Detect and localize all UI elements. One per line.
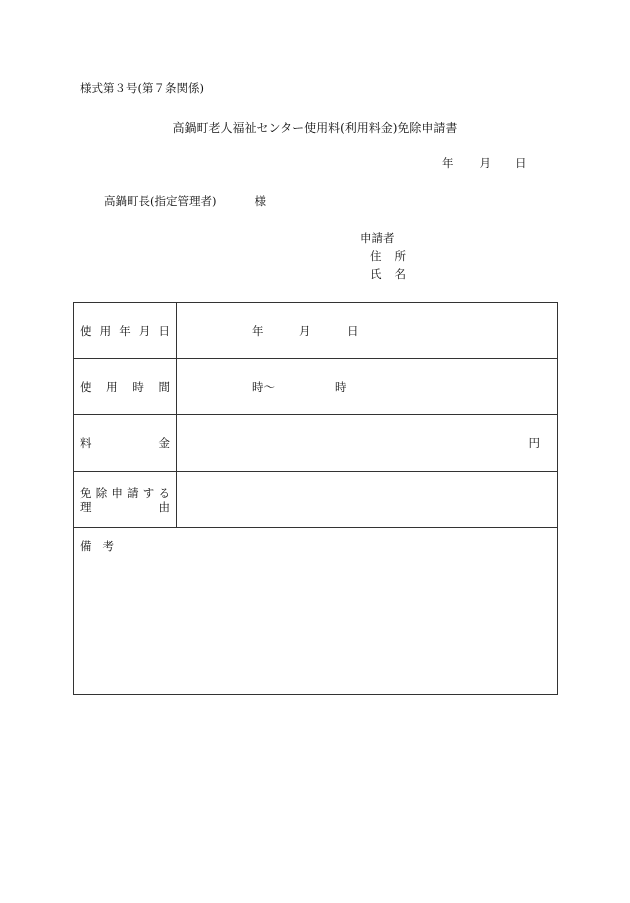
fee-label: 料金 <box>80 436 170 450</box>
usage-date-year: 年 <box>252 323 264 338</box>
reason-label-line1: 免除申請する <box>80 485 170 500</box>
row-reason <box>74 472 558 528</box>
usage-time-field[interactable] <box>177 359 557 414</box>
reason-label-line2: 理由 <box>80 499 170 514</box>
remarks-label: 備考 <box>80 539 114 553</box>
usage-date-day: 日 <box>347 323 359 338</box>
date-line <box>442 155 527 171</box>
usage-time-to: 時 <box>335 379 347 394</box>
application-table <box>73 302 558 695</box>
date-year: 年 <box>442 156 454 170</box>
row-fee <box>74 415 558 472</box>
document-title: 高鍋町老人福祉センター使用料(利用料金)免除申請書 <box>172 121 458 135</box>
row-usage-time <box>74 359 558 415</box>
applicant-block <box>360 229 406 283</box>
fee-field[interactable] <box>177 415 557 471</box>
form-number: 様式第３号(第７条関係) <box>80 81 204 95</box>
usage-date-month: 月 <box>299 323 311 338</box>
remarks-field[interactable] <box>74 528 558 695</box>
usage-date-label: 使用年月日 <box>80 323 170 338</box>
date-day: 日 <box>515 156 527 170</box>
addressee-honorific: 様 <box>254 194 266 208</box>
usage-time-from: 時～ <box>252 379 275 394</box>
applicant-heading: 申請者 <box>360 231 395 245</box>
addressee <box>104 193 266 209</box>
date-month: 月 <box>479 156 491 170</box>
addressee-name: 高鍋町長(指定管理者) <box>104 194 217 208</box>
applicant-address-label: 住所 <box>370 249 406 263</box>
fee-unit: 円 <box>528 436 540 450</box>
usage-date-field[interactable] <box>177 303 557 358</box>
row-usage-date <box>74 303 558 359</box>
usage-time-label: 使用時間 <box>80 379 170 394</box>
reason-field[interactable] <box>177 472 557 527</box>
row-remarks <box>74 528 558 695</box>
applicant-name-label: 氏名 <box>370 267 406 281</box>
